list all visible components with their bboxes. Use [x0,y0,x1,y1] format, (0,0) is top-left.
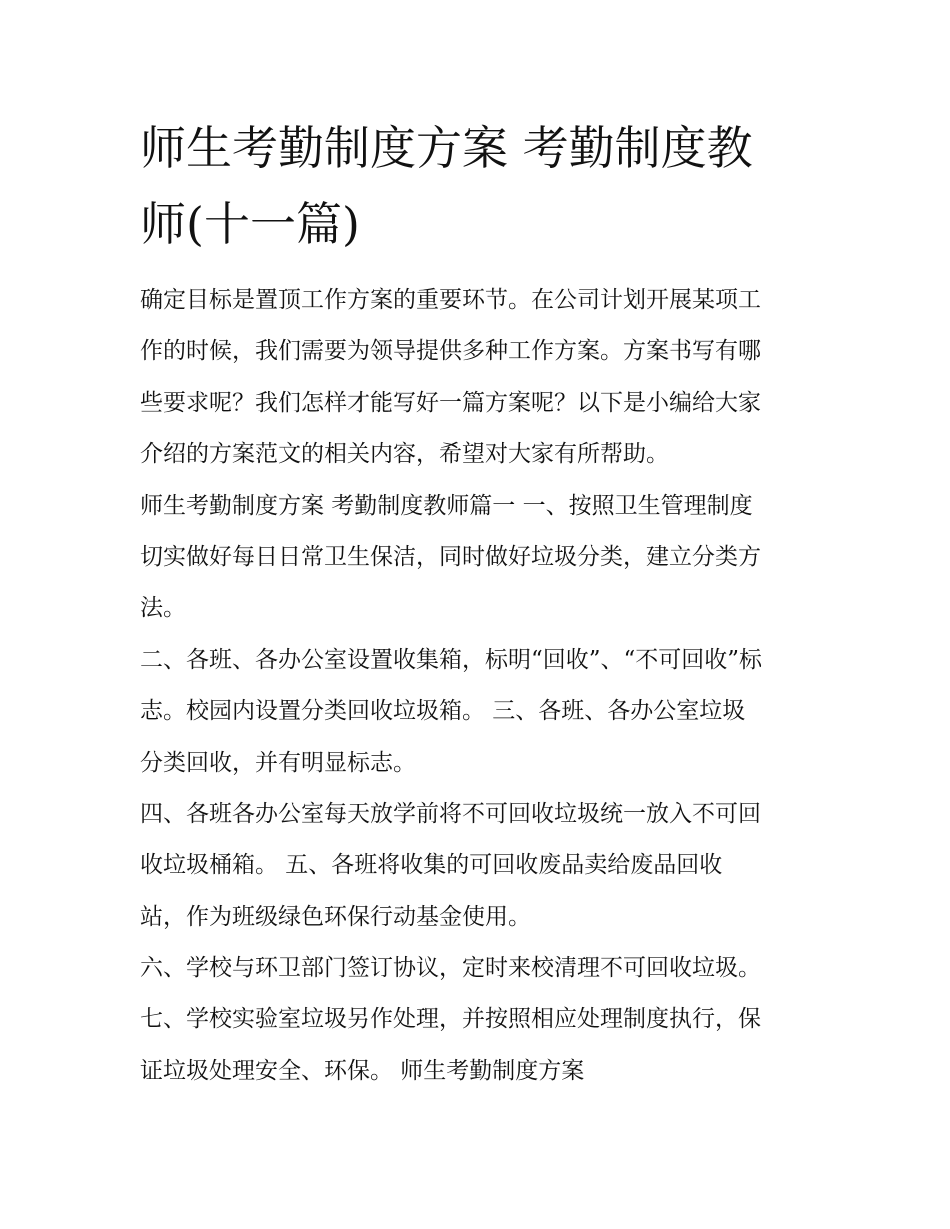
body-line: 作的时候，我们需要为领导提供多种工作方案。方案书写有哪 [140,338,761,365]
body-line: 确定目标是置顶工作方案的重要环节。在公司计划开展某项工 [140,287,761,313]
body-line: 收垃圾桶箱。 五、各班将收集的可回收废品卖给废品回收 [140,852,723,879]
body-line: 二、各班、各办公室设置收集箱，标明“回收”、“不可回收”标 [140,646,763,673]
body-line: 法。 [140,595,186,622]
body-line: 分类回收，并有明显标志。 [140,749,416,776]
body-line: 站，作为班级绿色环保行动基金使用。 [140,903,531,930]
document-body [140,275,830,1097]
body-line: 六、学校与环卫部门签订协议，定时来校清理不可回收垃圾。 [140,955,761,982]
body-line: 介绍的方案范文的相关内容，希望对大家有所帮助。 [140,441,669,468]
body-line: 些要求呢？我们怎样才能写好一篇方案呢？以下是小编给大家 [140,389,761,416]
body-line: 志。校园内设置分类回收垃圾箱。 三、各班、各办公室垃圾 [140,698,746,725]
body-line: 七、学校实验室垃圾另作处理，并按照相应处理制度执行，保 [140,1006,761,1033]
body-line: 师生考勤制度方案 考勤制度教师篇一 一、按照卫生管理制度 [140,492,753,519]
title-line: 师生考勤制度方案 考勤制度教 [140,121,753,175]
document-title [140,110,830,262]
body-line: 证垃圾处理安全、环保。 师生考勤制度方案 [140,1057,585,1084]
title-line: 师(十一篇) [140,197,360,251]
body-line: 切实做好每日日常卫生保洁，同时做好垃圾分类，建立分类方 [140,543,761,570]
body-line: 四、各班各办公室每天放学前将不可回收垃圾统一放入不可回 [140,800,761,827]
